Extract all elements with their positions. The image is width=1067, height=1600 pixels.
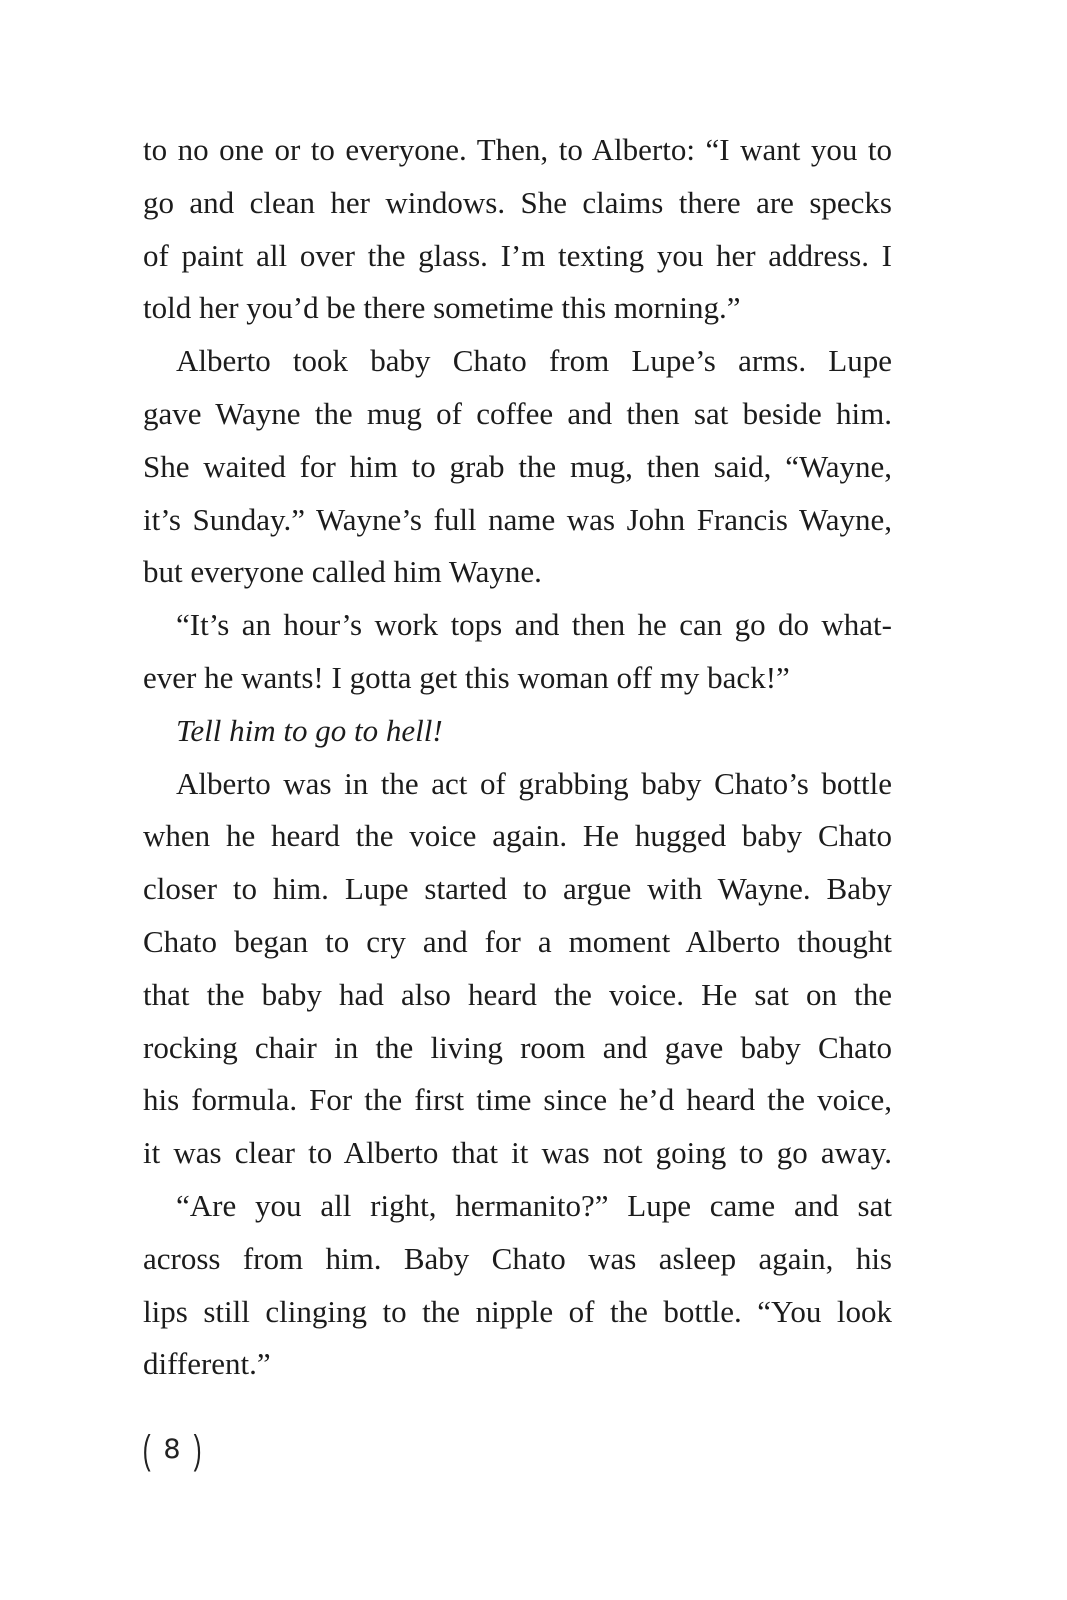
text-line: but everyone called him Wayne. [143, 554, 542, 590]
text-line: Alberto took baby Chato from Lupe’s arms. Lupe [176, 343, 892, 379]
text-line: go and clean her windows. She claims there are specks [143, 184, 892, 220]
page-number-open-paren: ( [142, 1428, 151, 1472]
text-line: “Are you all right, hermanito?” Lupe came and sat [176, 1187, 892, 1223]
text-line: it’s Sunday.” Wayne’s full name was John Francis Wayne, [143, 501, 892, 537]
text-line: of paint all over the glass. I’m texting you her address. I [143, 237, 892, 273]
text-line: different.” [143, 1346, 271, 1382]
text-line: ever he wants! I gotta get this woman off my back!” [143, 659, 790, 695]
text-line: told her you’d be there sometime this morning.” [143, 290, 741, 326]
text-line-italic-thought: Tell him to go to hell! [176, 712, 443, 748]
text-line: that the baby had also heard the voice. He sat on the [143, 976, 892, 1012]
page-number-close-paren: ) [193, 1428, 202, 1472]
text-line: when he heard the voice again. He hugged baby Chato [143, 818, 892, 854]
text-line: rocking chair in the living room and gave baby Chato [143, 1029, 892, 1065]
text-line: across from him. Baby Chato was asleep again, his [143, 1240, 892, 1276]
page-number [140, 1430, 204, 1470]
page-body-text [143, 124, 892, 1391]
text-line: it was clear to Alberto that it was not going to go away. [143, 1135, 892, 1171]
text-line: closer to him. Lupe started to argue with Wayne. Baby [143, 871, 892, 907]
text-line: to no one or to everyone. Then, to Alberto: “I want you to [143, 132, 892, 167]
text-line: lips still clinging to the nipple of the bottle. “You look [143, 1293, 892, 1329]
text-line: She waited for him to grab the mug, then said, “Wayne, [143, 448, 892, 484]
text-line: gave Wayne the mug of coffee and then sat beside him. [143, 395, 892, 431]
text-line: Chato began to cry and for a moment Alberto thought [143, 923, 892, 959]
page-number-value: 8 [163, 1434, 181, 1465]
text-line: his formula. For the first time since he’d heard the voice, [143, 1082, 892, 1118]
text-line: “It’s an hour’s work tops and then he can go do what- [176, 607, 892, 643]
text-line: Alberto was in the act of grabbing baby Chato’s bottle [176, 765, 892, 801]
